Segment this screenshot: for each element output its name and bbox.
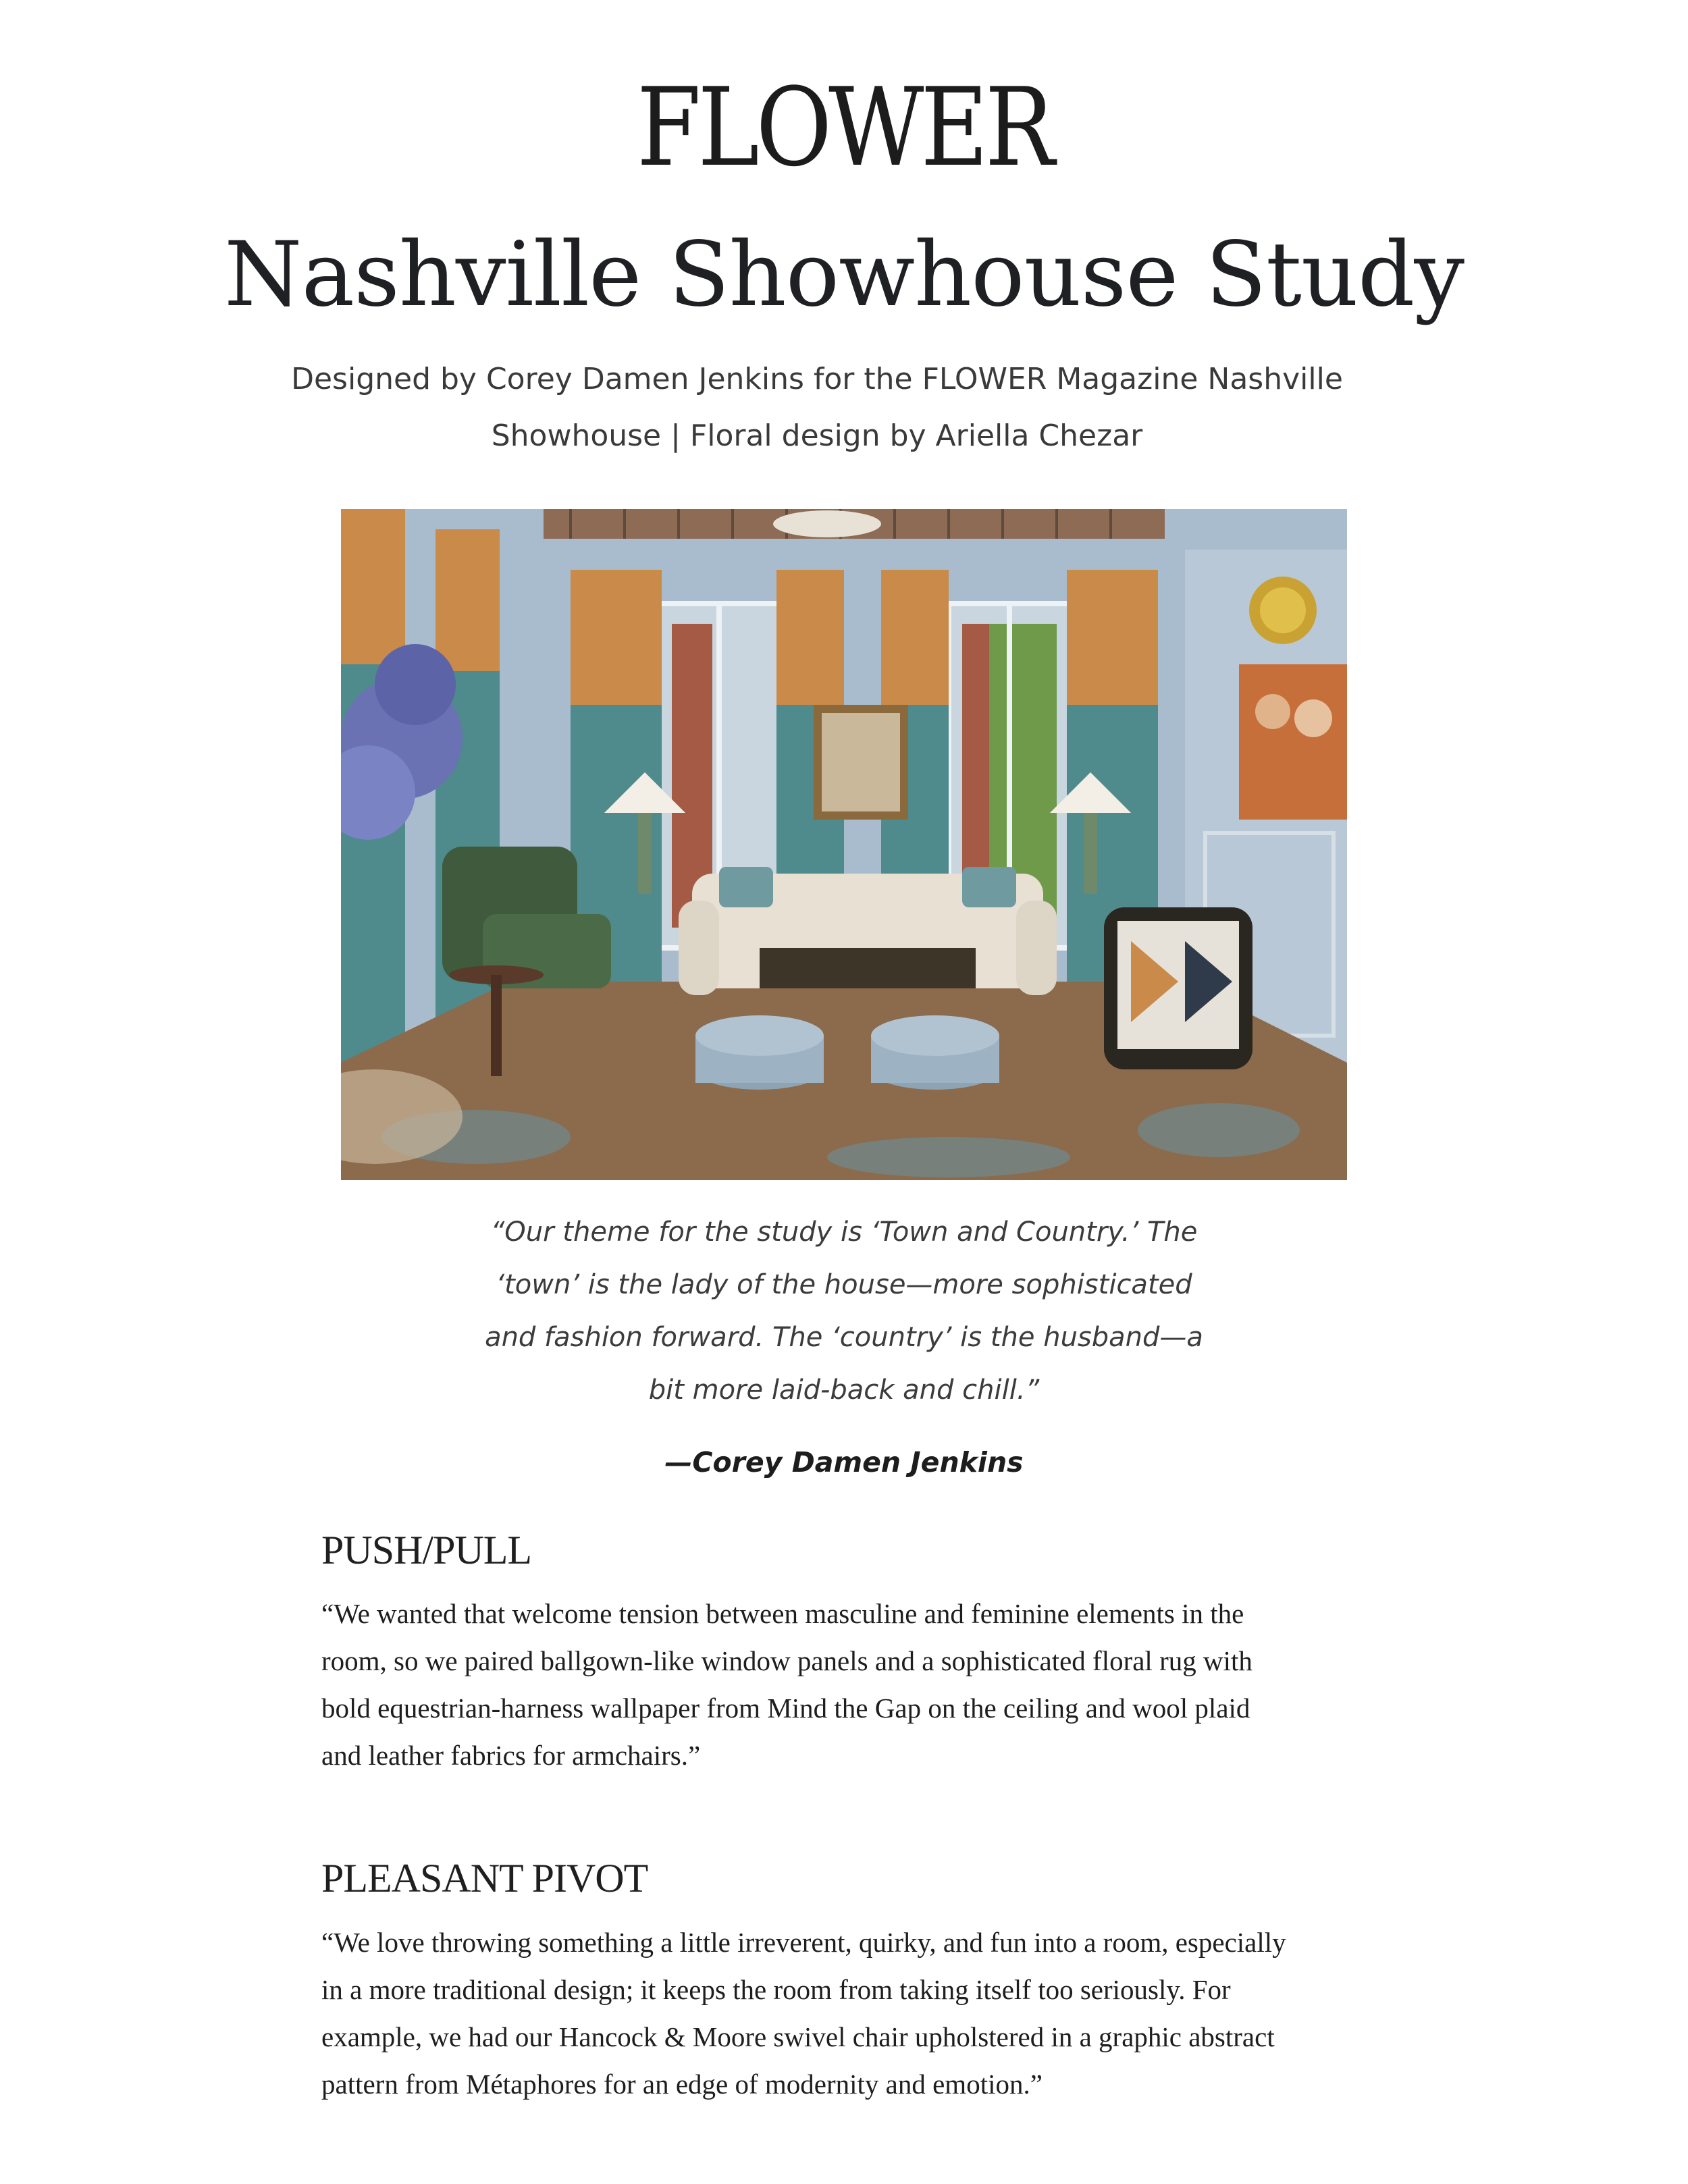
article-title: Nashville Showhouse Study bbox=[223, 223, 1465, 327]
pull-quote-line: “Our theme for the study is ‘Town and Country.’ The bbox=[490, 1217, 1198, 1248]
article-subtitle bbox=[290, 351, 1344, 464]
pull-quote-line: and fashion forward. The ‘country’ is the husband—a bbox=[485, 1322, 1203, 1353]
paragraph-line: in a more traditional design; it keeps the room from taking itself too seriously. For bbox=[321, 1974, 1231, 2005]
section-paragraph-pleasant-pivot bbox=[321, 1919, 1395, 2108]
paragraph-line: pattern from Métaphores for an edge of modernity and emotion.” bbox=[321, 2069, 1043, 2100]
pull-quote bbox=[473, 1206, 1215, 1416]
subtitle-line-1: Designed by Corey Damen Jenkins for the FLOWER Magazine Nashville bbox=[291, 362, 1343, 396]
section-heading-push-pull: PUSH/PULL bbox=[321, 1528, 532, 1572]
paragraph-line: “We wanted that welcome tension between masculine and feminine elements in the bbox=[321, 1598, 1244, 1629]
section-paragraph-push-pull bbox=[321, 1590, 1395, 1779]
paragraph-line: “We love throwing something a little irreverent, quirky, and fun into a room, especially bbox=[321, 1927, 1286, 1958]
quote-attribution: —Corey Damen Jenkins bbox=[664, 1446, 1024, 1479]
section-heading-pleasant-pivot: PLEASANT PIVOT bbox=[321, 1856, 648, 1900]
subtitle-line-2: Showhouse | Floral design by Ariella Chezar bbox=[491, 419, 1143, 453]
paragraph-line: example, we had our Hancock & Moore swivel chair upholstered in a graphic abstract bbox=[321, 2021, 1275, 2052]
magazine-logo: FLOWER bbox=[636, 64, 1052, 190]
paragraph-line: and leather fabrics for armchairs.” bbox=[321, 1740, 701, 1771]
paragraph-line: bold equestrian-harness wallpaper from Mind the Gap on the ceiling and wool plaid bbox=[321, 1693, 1250, 1724]
pull-quote-line: bit more laid-back and chill.” bbox=[648, 1375, 1040, 1406]
pull-quote-line: ‘town’ is the lady of the house—more sophisticated bbox=[496, 1269, 1192, 1300]
study-room-photo bbox=[341, 509, 1347, 1180]
paragraph-line: room, so we paired ballgown-like window panels and a sophisticated floral rug with bbox=[321, 1645, 1252, 1676]
